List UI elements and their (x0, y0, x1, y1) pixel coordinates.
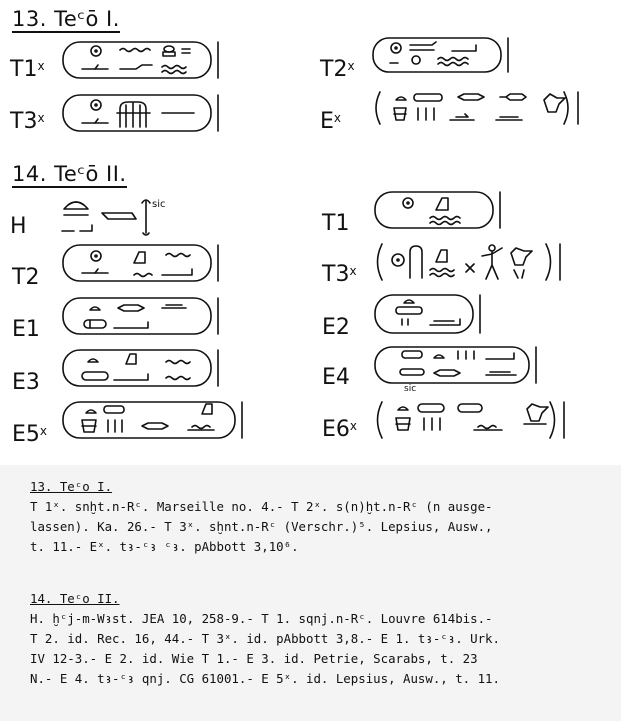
section-13-heading: 13. Teᶜō I. (12, 7, 120, 31)
cartouche-14-t3 (374, 238, 574, 286)
entry-label-14-e6: E6$^x$ (322, 417, 358, 442)
cartouche-14-t1 (374, 190, 504, 232)
entry-label-13-t1: T1$^x$ (10, 57, 45, 82)
notes-13-line-3: t. 11.- Eˣ. tꜣ-ᶜꜣ ᶜꜣ. pAbbott 3,10⁶. (30, 539, 299, 554)
entry-label-14-e5: E5$^x$ (12, 422, 48, 447)
cartouche-14-e4 (374, 345, 544, 393)
sic-note-h: sic (152, 199, 166, 210)
notes-14-line-3: IV 12-3.- E 2. id. Wie T 1.- E 3. id. Petrie, Scarabs, t. 23 (30, 651, 478, 666)
notes-14-line-2: T 2. id. Rec. 16, 44.- T 3ˣ. id. pAbbott 3,8.- E 1. tꜣ-ᶜꜣ. Urk. (30, 631, 500, 646)
entry-label-14-h: H (10, 214, 27, 239)
section-14-heading: 14. Teᶜō II. (12, 162, 127, 186)
cartouche-13-t3 (62, 93, 222, 137)
entry-label-14-e1: E1 (12, 317, 40, 342)
cartouche-14-e6 (374, 396, 574, 444)
cartouche-13-e (372, 88, 592, 130)
cartouche-14-e1 (62, 296, 222, 340)
entry-label-14-e4: E4 (322, 365, 350, 390)
sic-note-e4: sic (404, 384, 417, 394)
entry-label-14-e3: E3 (12, 370, 40, 395)
cartouche-14-t2 (62, 243, 222, 287)
cartouche-14-e2 (374, 293, 484, 337)
entry-label-13-t3: T3$^x$ (10, 109, 45, 134)
notes-13-line-2: lassen). Ka. 26.- T 3ˣ. sḫnt.n-Rᶜ (Verschr.)⁵. Lepsius, Ausw., (30, 519, 493, 534)
notes-panel (0, 465, 621, 721)
entry-label-13-e: $E^x$ (320, 109, 342, 134)
cartouche-14-e5 (62, 400, 252, 444)
entry-label-14-e2: E2 (322, 315, 350, 340)
cartouche-13-t2 (372, 36, 512, 76)
entry-label-14-t2: T2 (12, 265, 40, 290)
notes-14-line-1: H. ḫᶜj-m-Wꜣst. JEA 10, 258-9.- T 1. sqnj.n-Rᶜ. Louvre 614bis.- (30, 611, 493, 626)
entry-label-13-t2: T2$^x$ (320, 57, 355, 82)
entry-label-14-t3: T3$^x$ (322, 262, 357, 287)
notes-13-line-1: T 1ˣ. snḫt.n-Rᶜ. Marseille no. 4.- T 2ˣ. s(n)ḫt.n-Rᶜ (n ausge- (30, 499, 493, 514)
notes-14-line-4: N.- E 4. tꜣ-ᶜꜣ qnj. CG 61001.- E 5ˣ. id. Lepsius, Ausw., t. 11. (30, 671, 500, 686)
cartouche-13-t1 (62, 40, 222, 82)
notes-heading-13: 13. Teᶜo I. (30, 479, 113, 494)
entry-label-14-t1: T1 (322, 211, 350, 236)
notes-heading-14: 14. Teᶜo II. (30, 591, 120, 606)
glyph-group-14-h (60, 193, 200, 237)
cartouche-14-e3 (62, 348, 222, 392)
